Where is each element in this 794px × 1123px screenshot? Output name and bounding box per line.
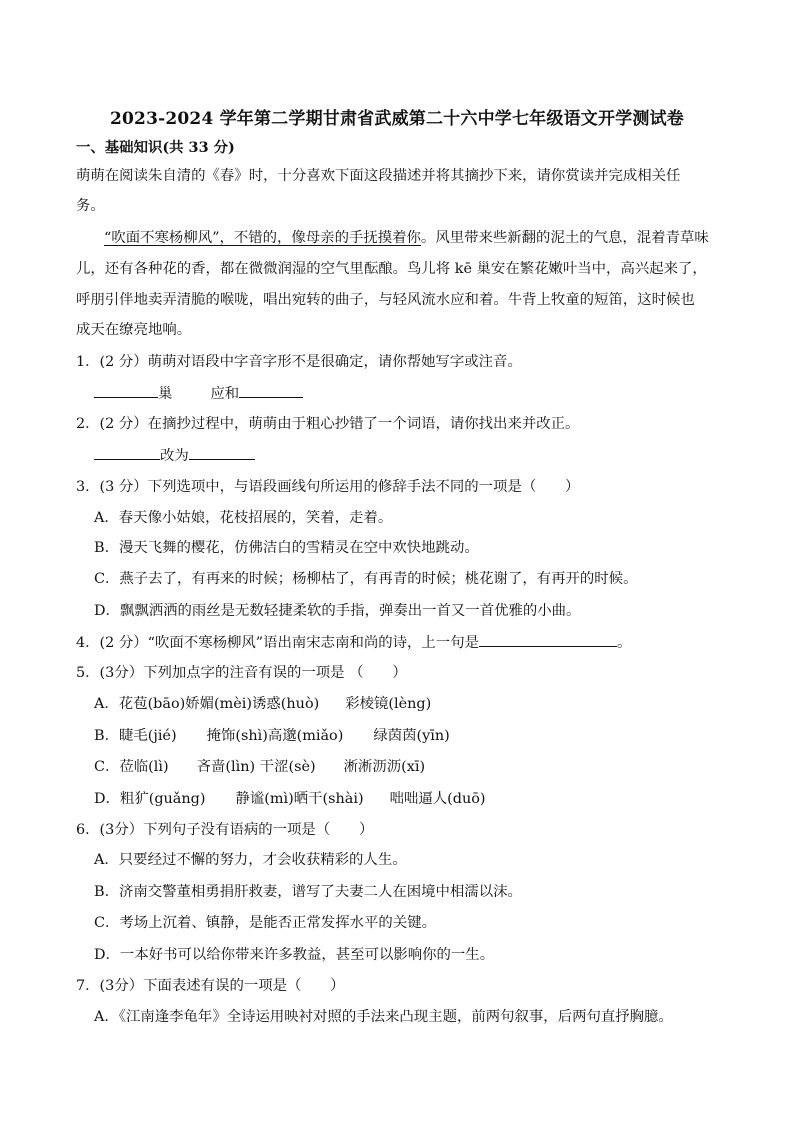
answer-blank[interactable] [479, 632, 617, 647]
question-7-stem: 7．(3分）下面表述有误的一项是（ ） [76, 978, 345, 994]
question-6-stem: 6．(3分）下列句子没有语病的一项是（ ） [76, 822, 374, 838]
q3-option-d: D．飘飘洒洒的雨丝是无数轻捷柔软的手指，弹奏出一首又一首优雅的小曲。 [94, 603, 581, 619]
q5-option-b-part-2: 掩饰(shì)高邈(miǎo) [206, 728, 344, 744]
answer-blank[interactable] [94, 383, 158, 398]
passage-line-1-rest: 。风里带来些新翻的泥土的气息，混着青草味 [420, 230, 709, 246]
q6-option-b: B．济南交警董相勇捐肝救妻，谱写了夫妻二人在困境中相濡以沫。 [94, 884, 522, 900]
q5-option-b-part-3: 绿茵茵(yīn) [373, 728, 450, 744]
intro-line-2: 务。 [76, 198, 105, 214]
q3-option-c: C．燕子去了，有再来的时候；杨柳枯了，有再青的时候；桃花谢了，有再开的时候。 [94, 571, 638, 587]
q6-option-c: C．考场上沉着、镇静，是能否正常发挥水平的关键。 [94, 915, 436, 931]
q1-part-a: 巢 [158, 386, 173, 402]
q5-option-a [94, 694, 431, 714]
q3-option-a: A．春天像小姑娘，花枝招展的，笑着，走着。 [94, 510, 393, 526]
q7-option-a: A．《江南逢李龟年》全诗运用映衬对照的手法来凸现主题，前两句叙事，后两句直抒胸臆。 [94, 1009, 673, 1025]
answer-blank[interactable] [189, 445, 255, 460]
q6-option-a: A．只要经过不懈的努力，才会收获精彩的人生。 [94, 852, 407, 868]
question-2-answer-row [94, 445, 255, 466]
q5-option-c-part-1: C．莅临(lì) [94, 759, 169, 775]
exam-title: 2023-2024 学年第二学期甘肃省武威第二十六中学七年级语文开学测试卷 [109, 109, 684, 129]
q6-option-d: D．一本好书可以给你带来许多教益，甚至可以影响你的一生。 [94, 947, 495, 963]
underlined-sentence: “吹面不寒杨柳风”，不错的，像母亲的手抚摸着你 [104, 230, 421, 246]
passage-line-3: 呼朋引伴地卖弄清脆的喉咙，唱出宛转的曲子，与轻风流水应和着。牛背上牧童的短笛，这时候也 [76, 292, 695, 308]
q5-option-c-part-2: 吝啬(lìn) 干涩(sè) [196, 759, 316, 775]
q5-option-d-part-1: D．粗犷(guǎng) [94, 791, 206, 807]
question-4-row [76, 632, 631, 653]
intro-line-1: 萌萌在阅读朱自清的《春》时，十分喜欢下面这段描述并将其摘抄下来，请你赏读并完成相关任 [76, 168, 681, 184]
passage-line-4: 成天在缭亮地响。 [76, 322, 192, 338]
q5-option-a-part-2: 彩棱镜(lèng) [345, 696, 432, 712]
passage-line-2: 儿，还有各种花的香，都在微微润湿的空气里酝酿。鸟儿将 kē 巢安在繁花嫩叶当中，高兴起来了， [76, 261, 707, 277]
question-2-stem: 2．(2 分）在摘抄过程中，萌萌由于粗心抄错了一个词语，请你找出来并改正。 [76, 416, 580, 432]
answer-blank[interactable] [239, 383, 303, 398]
question-1-stem: 1．(2 分）萌萌对语段中字音字形不是很确定，请你帮她写字或注音。 [76, 354, 522, 370]
question-5-stem: 5．(3分）下列加点字的注音有误的一项是 （ ） [76, 665, 407, 681]
answer-blank[interactable] [94, 445, 160, 460]
passage-line-1 [104, 228, 709, 248]
question-4-stem: 4．(2 分）“吹面不寒杨柳风”语出南宋志南和尚的诗，上一句是 [76, 635, 479, 651]
q1-part-b: 应和 [210, 386, 240, 402]
q5-option-d-part-3: 咄咄逼人(duō) [389, 791, 486, 807]
q5-option-d-part-2: 静谧(mì)晒干(shài) [235, 791, 364, 807]
q2-mid: 改为 [160, 448, 189, 464]
q5-option-b [94, 726, 450, 746]
question-3-stem: 3．(3 分）下列选项中，与语段画线句所运用的修辞手法不同的一项是（ ） [76, 479, 580, 495]
q3-option-b: B．漫天飞舞的樱花，仿佛洁白的雪精灵在空中欢快地跳动。 [94, 540, 479, 556]
question-1-answer-row [94, 383, 303, 404]
q5-option-c-part-3: 淅淅沥沥(xī) [343, 759, 426, 775]
q5-option-b-part-1: B．睫毛(jié) [94, 728, 177, 744]
section-heading: 一、基础知识(共 33 分) [76, 139, 235, 156]
q5-option-c [94, 757, 425, 777]
q5-option-a-part-1: A．花苞(bāo)娇媚(mèi)诱惑(huò) [94, 696, 320, 712]
question-4-end: 。 [616, 635, 632, 651]
q5-option-d [94, 789, 486, 809]
